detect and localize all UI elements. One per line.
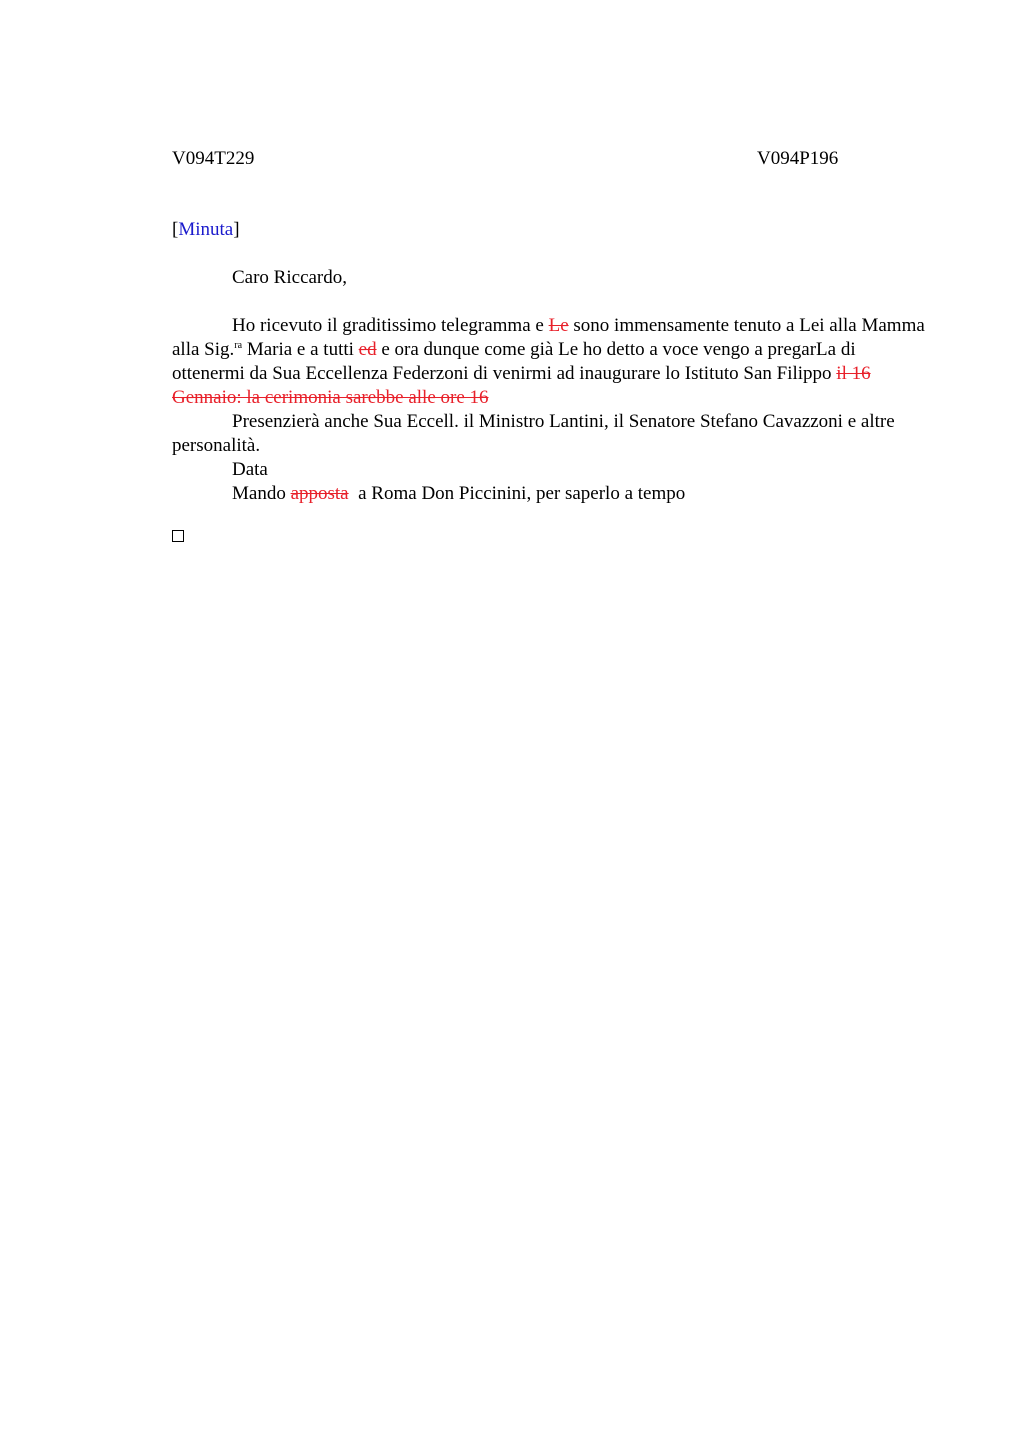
bracket-close: ] bbox=[233, 219, 240, 240]
paragraph-3: Data bbox=[232, 459, 268, 480]
p4-text-2: a Roma Don Piccinini, per saperlo a tempo bbox=[348, 483, 686, 504]
p1-text-4: e ora dunque come già Le ho detto a voce vengo a pregarLa di ottenermi da Sua Eccellenza Federzoni di venirmi ad inaugurare lo Istituto San Filippo bbox=[172, 339, 856, 384]
paragraph-2: Presenzierà anche Sua Eccell. il Ministro Lantini, il Senatore Stefano Cavazzoni e altre personalità. bbox=[172, 411, 895, 456]
p1-superscript: ra bbox=[234, 340, 243, 351]
p1-text-1: Ho ricevuto il graditissimo telegramma e bbox=[232, 315, 549, 336]
minuta-label: Minuta bbox=[178, 219, 234, 240]
letter-body bbox=[172, 266, 932, 506]
paragraph-4 bbox=[172, 482, 932, 506]
bracket-open: [ bbox=[172, 219, 179, 240]
p1-text-2: sono immensamente tenuto a Lei alla Mamma alla Sig. bbox=[172, 315, 925, 360]
document-identifiers bbox=[172, 147, 852, 171]
p4-deletion-1: apposta bbox=[290, 483, 349, 504]
letter-greeting: Caro Riccardo, bbox=[232, 267, 348, 288]
right-document-id: V094P196 bbox=[757, 148, 839, 169]
paragraph-1 bbox=[172, 314, 932, 410]
left-document-id: V094T229 bbox=[172, 148, 255, 169]
p4-text-1: Mando bbox=[232, 483, 291, 504]
p1-deletion-2: ed bbox=[358, 339, 377, 360]
p1-deletion-3: il 16 Gennaio: la cerimonia sarebbe alle ore 16 bbox=[172, 363, 871, 408]
p1-text-3: Maria e a tutti bbox=[242, 339, 359, 360]
editorial-note bbox=[172, 218, 240, 242]
empty-checkbox-icon bbox=[172, 530, 184, 542]
p1-deletion-1: Le bbox=[548, 315, 569, 336]
